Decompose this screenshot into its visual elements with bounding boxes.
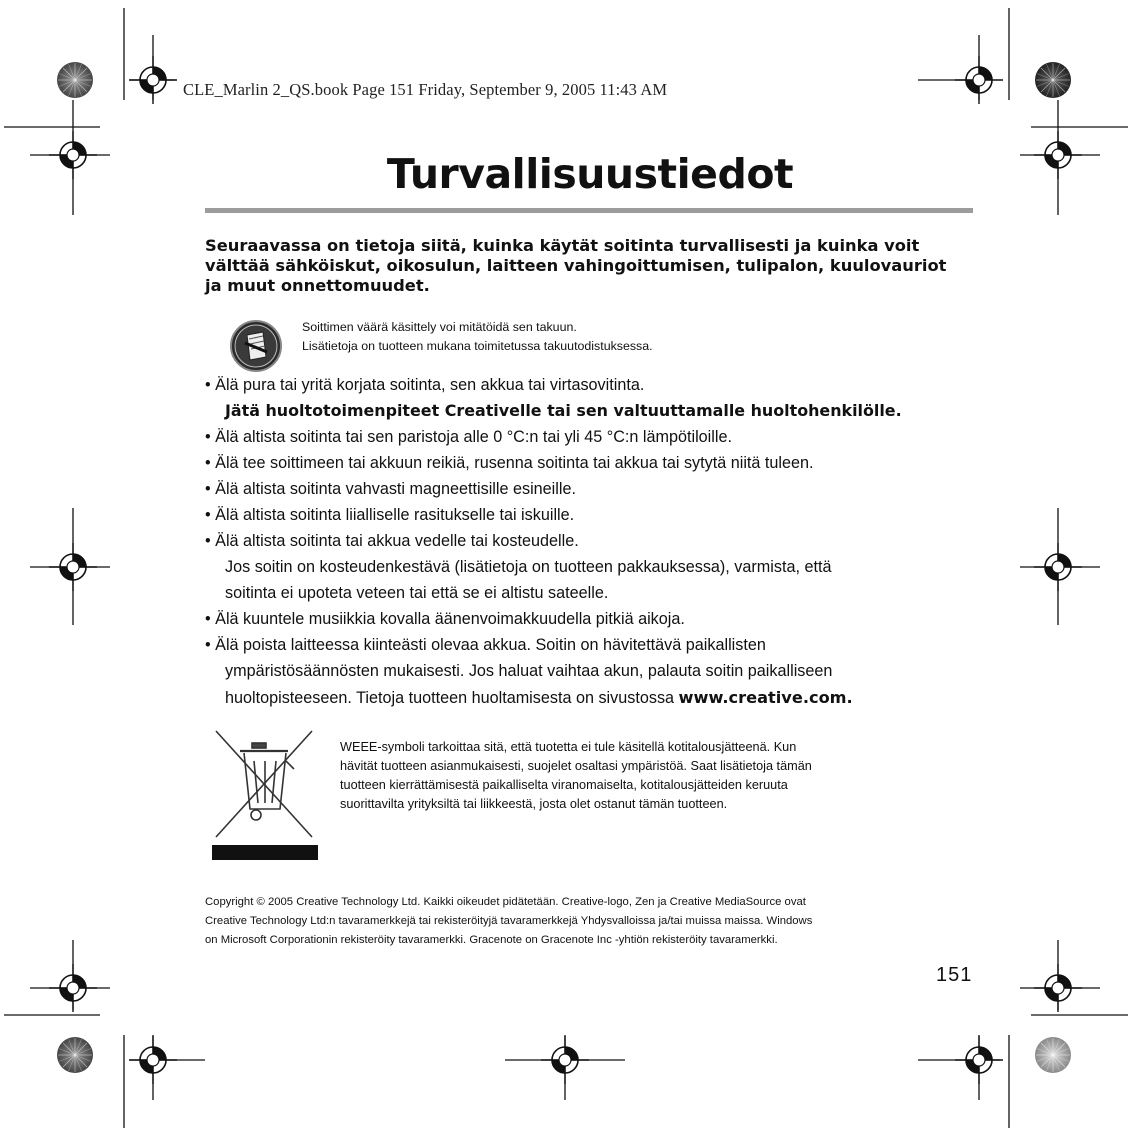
book-header-info: CLE_Marlin 2_QS.book Page 151 Friday, September 9, 2005 11:43 AM: [183, 80, 668, 99]
weee-notice: [340, 738, 812, 814]
warranty-note: [302, 318, 653, 356]
intro-line: ja muut onnettomuudet.: [205, 276, 430, 295]
list-item-continuation: Jos soitin on kosteudenkestävä (lisätietoja on tuotteen pakkauksessa), varmista, että: [225, 558, 832, 576]
weee-line: tuotteen kierrättämisestä paikalliselta viranomaiselta, kotitalousjätteiden keruuta: [340, 778, 788, 792]
warranty-note-line: Soittimen väärä käsittely voi mitätöidä sen takuun.: [302, 320, 577, 334]
list-item-continuation: ympäristösäännösten mukaisesti. Jos haluat vaihtaa akun, palauta soitin paikalliseen: [225, 662, 833, 680]
registration-mark-icon: [49, 964, 97, 1012]
title-divider: [205, 208, 973, 213]
color-wheel-icon: [57, 1037, 93, 1073]
service-text: huoltopisteeseen. Tietoja tuotteen huoltamisesta on sivustossa: [225, 689, 679, 707]
list-item: • Älä altista soitinta liialliselle rasitukselle tai iskuille.: [205, 506, 575, 524]
intro-paragraph: [205, 236, 980, 296]
weee-line: hävität tuotteen asianmukaisesti, suojelet osaltasi ympäristöä. Saat lisätietoja tämän: [340, 759, 812, 773]
list-item: • Älä pura tai yritä korjata soitinta, sen akkua tai virtasovitinta.: [205, 376, 645, 394]
weee-line: WEEE-symboli tarkoittaa sitä, että tuotetta ei tule käsitellä kotitalousjätteenä. Kun: [340, 740, 797, 754]
registration-mark-icon: [129, 56, 177, 104]
registration-mark-icon: [49, 543, 97, 591]
copyright-line: on Microsoft Corporationin rekisteröity tavaramerkki. Gracenote on Gracenote Inc -yhtiön rekisteröity tavaramerkki.: [205, 934, 778, 946]
copyright-notice: [205, 893, 812, 950]
page-number: 151: [936, 964, 973, 986]
list-item-continuation: [225, 688, 853, 708]
creative-website-link[interactable]: www.creative.com.: [678, 688, 853, 707]
copyright-line: Copyright © 2005 Creative Technology Ltd. Kaikki oikeudet pidätetään. Creative-logo, Zen ja Creative MediaSource ovat: [205, 896, 806, 908]
list-item: • Älä altista soitinta vahvasti magneettisille esineille.: [205, 480, 576, 498]
list-item: • Älä kuuntele musiikkia kovalla äänenvoimakkuudella pitkiä aikoja.: [205, 610, 685, 628]
registration-mark-icon: [955, 56, 1003, 104]
color-wheel-icon: [57, 62, 93, 98]
list-item: • Älä altista soitinta tai akkua vedelle tai kosteudelle.: [205, 532, 579, 550]
intro-line: Seuraavassa on tietoja siitä, kuinka käytät soitinta turvallisesti ja kuinka voit: [205, 236, 920, 255]
registration-mark-icon: [1034, 543, 1082, 591]
registration-mark-icon: [541, 1036, 589, 1084]
list-item: • Älä altista soitinta tai sen paristoja alle 0 °C:n tai yli 45 °C:n lämpötiloille.: [205, 428, 732, 446]
weee-line: suorittavilta yrityksiltä tai liikkeestä, josta olet ostanut tämän tuotteen.: [340, 797, 728, 811]
list-item-emphasis: Jätä huoltotoimenpiteet Creativelle tai sen valtuuttamalle huoltohenkilölle.: [225, 401, 902, 420]
crossed-out-wheelie-bin-icon: [212, 725, 320, 863]
registration-mark-icon: [49, 131, 97, 179]
list-item: • Älä poista laitteessa kiinteästi olevaa akkua. Soitin on hävitettävä paikallisten: [205, 636, 766, 654]
registration-mark-icon: [955, 1036, 1003, 1084]
registration-mark-icon: [1034, 964, 1082, 1012]
page-title: Turvallisuustiedot: [386, 150, 794, 198]
list-item: • Älä tee soittimeen tai akkuun reikiä, rusenna soitinta tai akkua tai sytytä niitä tuleen.: [205, 454, 814, 472]
color-wheel-icon: [1035, 1037, 1071, 1073]
intro-line: välttää sähköiskut, oikosulun, laitteen vahingoittumisen, tulipalon, kuulovauriot: [205, 256, 947, 275]
list-item-continuation: soitinta ei upoteta veteen tai että se ei altistu sateelle.: [225, 584, 609, 602]
registration-mark-icon: [1034, 131, 1082, 179]
color-wheel-icon: [1035, 62, 1071, 98]
registration-mark-icon: [129, 1036, 177, 1084]
warranty-warning-icon: [229, 319, 283, 373]
warranty-note-line: Lisätietoja on tuotteen mukana toimitetussa takuutodistuksessa.: [302, 339, 653, 353]
copyright-line: Creative Technology Ltd:n tavaramerkkejä tai rekisteröityjä tavaramerkkejä Yhdysvalloissa ja/tai muissa maissa. Windows: [205, 915, 813, 927]
